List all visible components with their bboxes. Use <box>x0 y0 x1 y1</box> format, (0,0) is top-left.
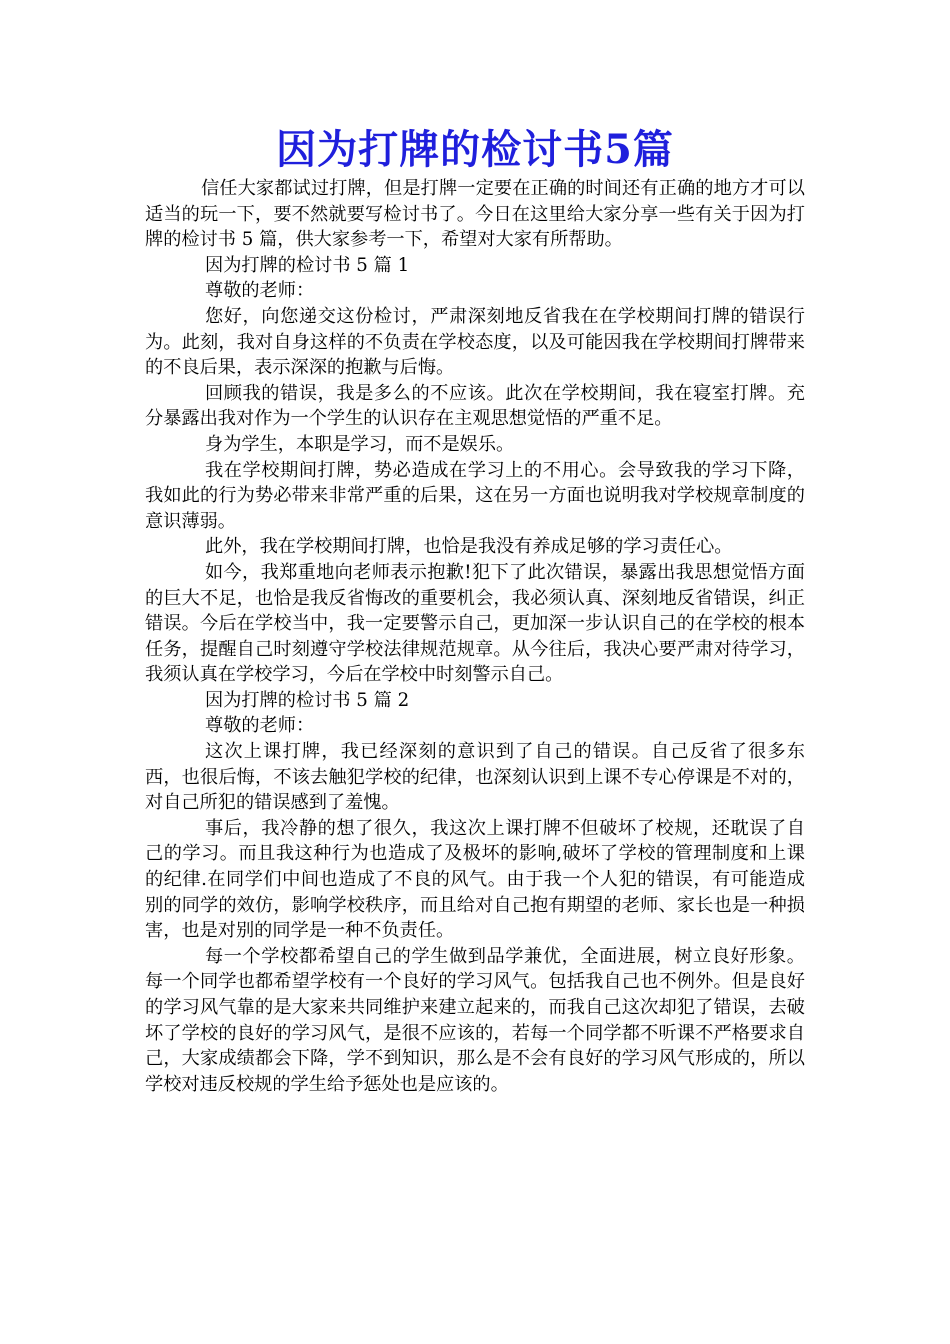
document-page <box>145 124 805 1097</box>
body-paragraph: 事后，我冷静的想了很久，我这次上课打牌不但破坏了校规，还耽误了自己的学习。而且我这种行为也造成了及极坏的影响,破坏了学校的管理制度和上课的纪律.在同学们中间也造成了不良的风气。由于我一个人犯的错误，有可能造成别的同学的效仿，影响学校秩序，而且给对自己抱有期望的老师、家长也是一种损害，也是对别的同学是一种不负责任。 <box>145 817 805 942</box>
salutation-2: 尊敬的老师： <box>205 715 315 737</box>
section-heading-1: 因为打牌的检讨书 5 篇 1 <box>205 254 410 276</box>
body-paragraph: 此外，我在学校期间打牌，也恰是我没有养成足够的学习责任心。 <box>205 536 733 558</box>
section-heading-2: 因为打牌的检讨书 5 篇 2 <box>205 689 410 711</box>
document-title: 因为打牌的检讨书5篇 <box>276 126 674 173</box>
body-paragraph: 您好，向您递交这份检讨，严肃深刻地反省我在在学校期间打牌的错误行为。此刻，我对自身这样的不负责在学校态度，以及可能因我在学校期间打牌带来的不良后果，表示深深的抱歉与后悔。 <box>145 305 805 379</box>
salutation-1: 尊敬的老师： <box>205 280 315 302</box>
body-paragraph: 如今，我郑重地向老师表示抱歉!犯下了此次错误，暴露出我思想觉悟方面的巨大不足，也恰是我反省悔改的重要机会，我必须认真、深刻地反省错误，纠正错误。今后在学校当中，我一定要警示自己，更加深一步认识自己的在学校的根本任务，提醒自己时刻遵守学校法律规范规章。从今往后，我决心要严肃对待学习，我须认真在学校学习，今后在学校中时刻警示自己。 <box>145 561 805 686</box>
body-paragraph: 身为学生，本职是学习，而不是娱乐。 <box>205 433 515 455</box>
body-paragraph: 回顾我的错误，我是多么的不应该。此次在学校期间，我在寝室打牌。充分暴露出我对作为一个学生的认识存在主观思想觉悟的严重不足。 <box>145 382 805 430</box>
intro-paragraph: 信任大家都试过打牌，但是打牌一定要在正确的时间还有正确的地方才可以适当的玩一下，要不然就要写检讨书了。今日在这里给大家分享一些有关于因为打牌的检讨书 5 篇，供大家参考一下，希望对大家有所帮助。 <box>145 178 805 251</box>
body-paragraph: 每一个学校都希望自己的学生做到品学兼优，全面进展，树立良好形象。每一个同学也都希望学校有一个良好的学习风气。包括我自己也不例外。但是良好的学习风气靠的是大家来共同维护来建立起来的，而我自己这次却犯了错误，去破坏了学校的良好的学习风气，是很不应该的，若每一个同学都不听课不严格要求自己，大家成绩都会下降，学不到知识，那么是不会有良好的学习风气形成的，所以学校对违反校规的学生给予惩处也是应该的。 <box>145 945 805 1095</box>
body-paragraph: 我在学校期间打牌，势必造成在学习上的不用心。会导致我的学习下降，我如此的行为势必带来非常严重的后果，这在另一方面也说明我对学校规章制度的意识薄弱。 <box>145 459 805 532</box>
body-paragraph: 这次上课打牌，我已经深刻的意识到了自己的错误。自己反省了很多东西，也很后悔，不该去触犯学校的纪律，也深刻认识到上课不专心停课是不对的，对自己所犯的错误感到了羞愧。 <box>145 741 805 814</box>
document-body <box>145 176 805 1097</box>
